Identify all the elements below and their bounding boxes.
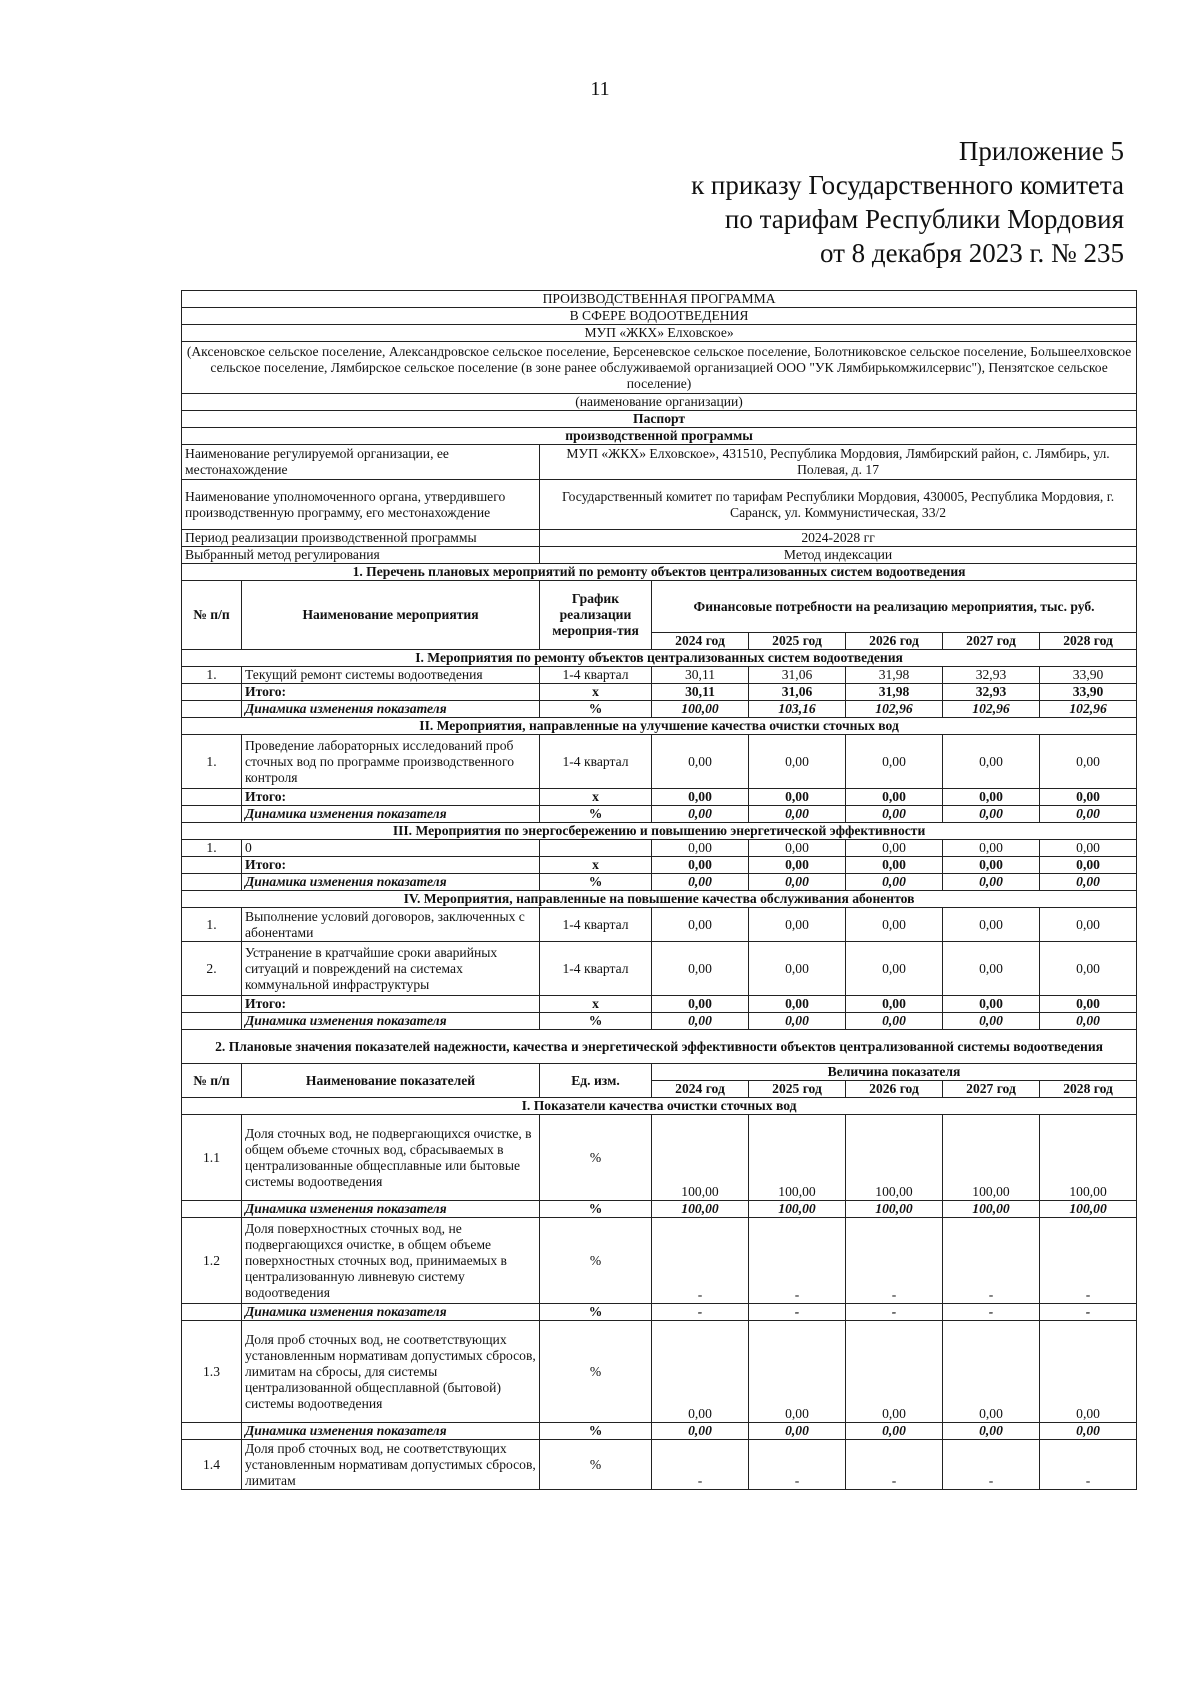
year-header: 2028 год — [1040, 633, 1137, 650]
dynamics-unit: % — [540, 806, 652, 823]
dynamics-value: 100,00 — [652, 1201, 749, 1218]
indicator-value: - — [943, 1440, 1040, 1490]
dynamics-unit: % — [540, 701, 652, 718]
indicator-value: 100,00 — [943, 1115, 1040, 1201]
dynamics-value: 100,00 — [846, 1201, 943, 1218]
production-program-table — [181, 290, 1137, 1490]
program-title-row — [182, 291, 1137, 308]
activity-value: 0,00 — [749, 908, 846, 942]
dynamics-spacer — [182, 806, 242, 823]
year-header: 2028 год — [1040, 1081, 1137, 1098]
activity-value: 0,00 — [1040, 735, 1137, 789]
activity-value: 32,93 — [943, 667, 1040, 684]
group-title: IV. Мероприятия, направленные на повышение качества обслуживания абонентов — [182, 891, 1137, 908]
activity-value: 0,00 — [1040, 840, 1137, 857]
indicator-row — [182, 1440, 1137, 1490]
dynamics-value: 102,96 — [1040, 701, 1137, 718]
dynamics-value: 0,00 — [846, 1423, 943, 1440]
total-value: 0,00 — [846, 996, 943, 1013]
activity-value: 0,00 — [943, 942, 1040, 996]
total-value: 0,00 — [749, 857, 846, 874]
activity-value: 0,00 — [749, 735, 846, 789]
dynamics-row — [182, 806, 1137, 823]
activity-name: Текущий ремонт системы водоотведения — [242, 667, 540, 684]
activity-value: 31,06 — [749, 667, 846, 684]
passport-row — [182, 547, 1137, 564]
activity-schedule: 1-4 квартал — [540, 667, 652, 684]
indicator-name: Доля поверхностных сточных вод, не подвергающихся очистке, в общем объеме поверхностных сточных вод, принимаемых в централизованную ливневую систему водоотведения — [242, 1218, 540, 1304]
dynamics-value: 0,00 — [846, 874, 943, 891]
total-value: 0,00 — [846, 789, 943, 806]
total-label: Итого: — [242, 684, 540, 701]
dynamics-value: 0,00 — [846, 806, 943, 823]
total-row — [182, 684, 1137, 701]
dynamics-value: 0,00 — [943, 806, 1040, 823]
indicator-value: 0,00 — [652, 1321, 749, 1423]
organization-caption: (наименование организации) — [182, 394, 1137, 411]
dynamics-value: - — [652, 1304, 749, 1321]
organization-area-row — [182, 342, 1137, 394]
indicator-value: - — [652, 1218, 749, 1304]
dynamics-value: 0,00 — [1040, 806, 1137, 823]
activity-value: 33,90 — [1040, 667, 1137, 684]
total-value: 0,00 — [943, 996, 1040, 1013]
appendix-block — [691, 134, 1124, 270]
indicator-value: 100,00 — [846, 1115, 943, 1201]
total-value: 0,00 — [1040, 789, 1137, 806]
total-value: 31,98 — [846, 684, 943, 701]
indicator-value: - — [1040, 1218, 1137, 1304]
dynamics-label: Динамика изменения показателя — [242, 874, 540, 891]
dynamics-label: Динамика изменения показателя — [242, 1423, 540, 1440]
dynamics-value: 0,00 — [749, 806, 846, 823]
activity-value: 0,00 — [846, 942, 943, 996]
section1-title: 1. Перечень плановых мероприятий по ремонту объектов централизованных систем водоотведения — [182, 564, 1137, 581]
dynamics-value: 0,00 — [1040, 1423, 1137, 1440]
dynamics-value: 0,00 — [943, 1013, 1040, 1030]
indicator-name: Доля сточных вод, не подвергающихся очистке, в общем объеме сточных вод, сбрасываемых в централизованные общесплавные или бытовые системы водоотведения — [242, 1115, 540, 1201]
dynamics-value: - — [1040, 1304, 1137, 1321]
col-no-header: № п/п — [182, 1064, 242, 1098]
passport-label: Наименование уполномоченного органа, утвердившего производственную программу, его местонахождение — [182, 480, 540, 530]
indicator-value: - — [749, 1440, 846, 1490]
col-value-header: Величина показателя — [652, 1064, 1137, 1081]
total-mark: х — [540, 857, 652, 874]
indicator-value: 0,00 — [943, 1321, 1040, 1423]
activity-value: 0,00 — [652, 840, 749, 857]
total-spacer — [182, 684, 242, 701]
dynamics-value: 100,00 — [943, 1201, 1040, 1218]
total-value: 0,00 — [943, 789, 1040, 806]
page-number: 11 — [590, 78, 610, 100]
dynamics-spacer — [182, 874, 242, 891]
dynamics-row — [182, 701, 1137, 718]
organization-area: (Аксеновское сельское поселение, Александровское сельское поселение, Берсеневское сельское поселение, Болотниковское сельское поселение, Большеелховское сельское поселение, Лямбирское сельское поселение (в зоне ранее обслуживаемой организацией ООО "УК Лямбирькомжилсервис"), Пензятское сельское поселение) — [182, 342, 1137, 394]
total-spacer — [182, 789, 242, 806]
indicator-value: 100,00 — [1040, 1115, 1137, 1201]
year-header: 2024 год — [652, 633, 749, 650]
indicator-name: Доля проб сточных вод, не соответствующих установленным нормативам допустимых сбросов, лимитам на сбросы, для системы централизованной общесплавной (бытовой) системы водоотведения — [242, 1321, 540, 1423]
dynamics-value: 100,00 — [652, 701, 749, 718]
indicator-value: - — [749, 1218, 846, 1304]
passport-label: Выбранный метод регулирования — [182, 547, 540, 564]
col-name-header: Наименование мероприятия — [242, 581, 540, 650]
dynamics-spacer — [182, 1013, 242, 1030]
activity-value: 0,00 — [846, 735, 943, 789]
activity-value: 0,00 — [652, 908, 749, 942]
group-title: II. Мероприятия, направленные на улучшение качества очистки сточных вод — [182, 718, 1137, 735]
appendix-line-1: Приложение 5 — [958, 136, 1124, 166]
section2-header-row — [182, 1064, 1137, 1081]
col-indicator-header: Наименование показателей — [242, 1064, 540, 1098]
indicator-value: 0,00 — [749, 1321, 846, 1423]
section2-title-row — [182, 1030, 1137, 1064]
indicator-unit: % — [540, 1115, 652, 1201]
activity-name: 0 — [242, 840, 540, 857]
dynamics-row — [182, 1423, 1137, 1440]
activity-value: 0,00 — [652, 735, 749, 789]
activity-schedule: 1-4 квартал — [540, 908, 652, 942]
activity-number: 1. — [182, 667, 242, 684]
total-value: 0,00 — [652, 789, 749, 806]
indicator-unit: % — [540, 1321, 652, 1423]
total-value: 0,00 — [846, 857, 943, 874]
group-title-row — [182, 718, 1137, 735]
group-title: I. Мероприятия по ремонту объектов централизованных систем водоотведения — [182, 650, 1137, 667]
total-value: 0,00 — [652, 857, 749, 874]
total-mark: х — [540, 996, 652, 1013]
total-label: Итого: — [242, 996, 540, 1013]
dynamics-value: 0,00 — [652, 874, 749, 891]
dynamics-label: Динамика изменения показателя — [242, 1304, 540, 1321]
organization-name-row — [182, 325, 1137, 342]
activity-number: 1. — [182, 735, 242, 789]
dynamics-value: 103,16 — [749, 701, 846, 718]
total-value: 0,00 — [749, 996, 846, 1013]
indicator-number: 1.2 — [182, 1218, 242, 1304]
dynamics-spacer — [182, 1423, 242, 1440]
program-title: ПРОИЗВОДСТВЕННАЯ ПРОГРАММА — [182, 291, 1137, 308]
activity-value: 0,00 — [846, 840, 943, 857]
activity-schedule: 1-4 квартал — [540, 942, 652, 996]
dynamics-unit: % — [540, 1304, 652, 1321]
col-schedule-header: График реализации мероприя-тия — [540, 581, 652, 650]
dynamics-value: 0,00 — [1040, 874, 1137, 891]
dynamics-value: 100,00 — [749, 1201, 846, 1218]
dynamics-label: Динамика изменения показателя — [242, 1013, 540, 1030]
dynamics-label: Динамика изменения показателя — [242, 806, 540, 823]
program-subtitle: В СФЕРЕ ВОДООТВЕДЕНИЯ — [182, 308, 1137, 325]
total-value: 30,11 — [652, 684, 749, 701]
dynamics-spacer — [182, 701, 242, 718]
col-no-header: № п/п — [182, 581, 242, 650]
activity-name: Устранение в кратчайшие сроки аварийных ситуаций и повреждений на системах коммунальной инфраструктуры — [242, 942, 540, 996]
year-header: 2026 год — [846, 633, 943, 650]
passport-value: Метод индексации — [540, 547, 1137, 564]
activity-value: 0,00 — [943, 735, 1040, 789]
indicator-name: Доля проб сточных вод, не соответствующих установленным нормативам допустимых сбросов, лимитам — [242, 1440, 540, 1490]
dynamics-row — [182, 1201, 1137, 1218]
year-header: 2027 год — [943, 1081, 1040, 1098]
activity-row — [182, 667, 1137, 684]
year-header: 2027 год — [943, 633, 1040, 650]
dynamics-value: 0,00 — [846, 1013, 943, 1030]
dynamics-value: 0,00 — [1040, 1013, 1137, 1030]
passport-row — [182, 530, 1137, 547]
dynamics-value: 102,96 — [943, 701, 1040, 718]
total-value: 32,93 — [943, 684, 1040, 701]
group-title: III. Мероприятия по энергосбережению и повышению энергетической эффективности — [182, 823, 1137, 840]
activity-row — [182, 942, 1137, 996]
passport-row — [182, 480, 1137, 530]
total-value: 0,00 — [1040, 857, 1137, 874]
passport-subtitle: производственной программы — [182, 428, 1137, 445]
total-value: 0,00 — [943, 857, 1040, 874]
section1-header-row — [182, 581, 1137, 633]
indicator-value: 100,00 — [652, 1115, 749, 1201]
activity-value: 0,00 — [1040, 942, 1137, 996]
appendix-line-3: по тарифам Республики Мордовия — [724, 204, 1124, 234]
total-row — [182, 996, 1137, 1013]
dynamics-value: 102,96 — [846, 701, 943, 718]
group-title-row — [182, 823, 1137, 840]
total-row — [182, 789, 1137, 806]
section2-title: 2. Плановые значения показателей надежности, качества и энергетической эффективности объектов централизованной системы водоотведения — [182, 1030, 1137, 1064]
group-title: I. Показатели качества очистки сточных вод — [182, 1098, 1137, 1115]
total-value: 31,06 — [749, 684, 846, 701]
dynamics-row — [182, 1013, 1137, 1030]
passport-label: Наименование регулируемой организации, ее местонахождение — [182, 445, 540, 480]
dynamics-unit: % — [540, 1013, 652, 1030]
activity-value: 0,00 — [943, 840, 1040, 857]
dynamics-value: 0,00 — [749, 1013, 846, 1030]
dynamics-unit: % — [540, 1201, 652, 1218]
dynamics-row — [182, 874, 1137, 891]
indicator-unit: % — [540, 1218, 652, 1304]
total-label: Итого: — [242, 857, 540, 874]
group-title-row — [182, 650, 1137, 667]
activity-row — [182, 908, 1137, 942]
indicator-value: - — [1040, 1440, 1137, 1490]
indicator-number: 1.3 — [182, 1321, 242, 1423]
group-title-row — [182, 891, 1137, 908]
passport-title-row — [182, 411, 1137, 428]
dynamics-value: 0,00 — [652, 1013, 749, 1030]
passport-subtitle-row — [182, 428, 1137, 445]
year-header: 2025 год — [749, 633, 846, 650]
passport-row — [182, 445, 1137, 480]
col-finance-header: Финансовые потребности на реализацию мероприятия, тыс. руб. — [652, 581, 1137, 633]
activity-value: 0,00 — [846, 908, 943, 942]
col-unit-header: Ед. изм. — [540, 1064, 652, 1098]
activity-row — [182, 735, 1137, 789]
passport-value: Государственный комитет по тарифам Республики Мордовия, 430005, Республика Мордовия, г. Саранск, ул. Коммунистическая, 33/2 — [540, 480, 1137, 530]
dynamics-value: 0,00 — [652, 806, 749, 823]
section1-title-row — [182, 564, 1137, 581]
indicator-value: - — [846, 1218, 943, 1304]
activity-value: 31,98 — [846, 667, 943, 684]
total-mark: х — [540, 684, 652, 701]
total-value: 0,00 — [1040, 996, 1137, 1013]
indicator-value: - — [846, 1440, 943, 1490]
dynamics-value: - — [846, 1304, 943, 1321]
passport-value: 2024-2028 гг — [540, 530, 1137, 547]
total-value: 33,90 — [1040, 684, 1137, 701]
program-subtitle-row — [182, 308, 1137, 325]
total-value: 0,00 — [749, 789, 846, 806]
dynamics-value: 0,00 — [749, 874, 846, 891]
indicator-value: - — [943, 1218, 1040, 1304]
indicator-value: - — [652, 1440, 749, 1490]
dynamics-value: - — [943, 1304, 1040, 1321]
total-value: 0,00 — [652, 996, 749, 1013]
indicator-unit: % — [540, 1440, 652, 1490]
section2-group-row — [182, 1098, 1137, 1115]
dynamics-unit: % — [540, 874, 652, 891]
dynamics-label: Динамика изменения показателя — [242, 1201, 540, 1218]
indicator-value: 0,00 — [846, 1321, 943, 1423]
dynamics-label: Динамика изменения показателя — [242, 701, 540, 718]
indicator-number: 1.1 — [182, 1115, 242, 1201]
passport-label: Период реализации производственной программы — [182, 530, 540, 547]
organization-caption-row — [182, 394, 1137, 411]
total-mark: х — [540, 789, 652, 806]
indicator-value: 0,00 — [1040, 1321, 1137, 1423]
activity-value: 0,00 — [1040, 908, 1137, 942]
activity-value: 0,00 — [749, 942, 846, 996]
year-header: 2024 год — [652, 1081, 749, 1098]
dynamics-spacer — [182, 1201, 242, 1218]
organization-name: МУП «ЖКХ» Елховское» — [182, 325, 1137, 342]
dynamics-value: 0,00 — [652, 1423, 749, 1440]
activity-schedule: 1-4 квартал — [540, 735, 652, 789]
activity-number: 1. — [182, 908, 242, 942]
activity-value: 0,00 — [749, 840, 846, 857]
activity-value: 0,00 — [943, 908, 1040, 942]
dynamics-value: 0,00 — [943, 1423, 1040, 1440]
indicator-row — [182, 1321, 1137, 1423]
total-spacer — [182, 996, 242, 1013]
dynamics-unit: % — [540, 1423, 652, 1440]
indicator-value: 100,00 — [749, 1115, 846, 1201]
indicator-row — [182, 1115, 1137, 1201]
appendix-line-4: от 8 декабря 2023 г. № 235 — [819, 238, 1124, 268]
year-header: 2026 год — [846, 1081, 943, 1098]
activity-value: 0,00 — [652, 942, 749, 996]
dynamics-value: 0,00 — [943, 874, 1040, 891]
total-label: Итого: — [242, 789, 540, 806]
appendix-line-2: к приказу Государственного комитета — [691, 170, 1124, 200]
activity-number: 2. — [182, 942, 242, 996]
dynamics-value: - — [749, 1304, 846, 1321]
indicator-row — [182, 1218, 1137, 1304]
dynamics-row — [182, 1304, 1137, 1321]
total-row — [182, 857, 1137, 874]
year-header: 2025 год — [749, 1081, 846, 1098]
activity-name: Выполнение условий договоров, заключенных с абонентами — [242, 908, 540, 942]
passport-value: МУП «ЖКХ» Елховское», 431510, Республика Мордовия, Лямбирский район, с. Лямбирь, ул. Полевая, д. 17 — [540, 445, 1137, 480]
dynamics-spacer — [182, 1304, 242, 1321]
dynamics-value: 0,00 — [749, 1423, 846, 1440]
activity-name: Проведение лабораторных исследований проб сточных вод по программе производственного контроля — [242, 735, 540, 789]
total-spacer — [182, 857, 242, 874]
dynamics-value: 100,00 — [1040, 1201, 1137, 1218]
activity-row — [182, 840, 1137, 857]
activity-number: 1. — [182, 840, 242, 857]
indicator-number: 1.4 — [182, 1440, 242, 1490]
activity-value: 30,11 — [652, 667, 749, 684]
activity-schedule — [540, 840, 652, 857]
passport-title: Паспорт — [182, 411, 1137, 428]
